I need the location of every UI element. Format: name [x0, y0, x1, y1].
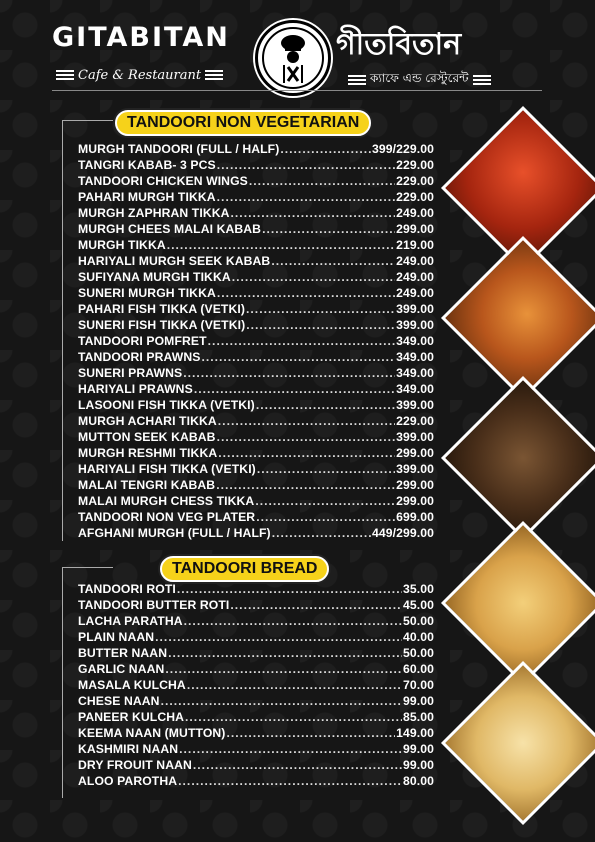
dot-leader: [246, 302, 395, 316]
menu-item: [78, 172, 434, 188]
menu-item-price: 229.00: [396, 190, 434, 204]
menu-item-price: 35.00: [403, 582, 434, 596]
menu-item: [78, 220, 434, 236]
menu-item: [78, 316, 434, 332]
menu-item: [78, 236, 434, 252]
stripes-decoration: [473, 75, 491, 86]
menu-item: [78, 692, 434, 708]
menu-item-name: SUNERI MURGH TIKKA: [78, 286, 216, 300]
menu-item-name: SUFIYANA MURGH TIKKA: [78, 270, 231, 284]
dot-leader: [217, 190, 395, 204]
menu-item-price: 349.00: [396, 366, 434, 380]
menu-item: [78, 492, 434, 508]
menu-item: [78, 428, 434, 444]
menu-item: [78, 444, 434, 460]
menu-item-name: MURGH CHEES MALAI KABAB: [78, 222, 262, 236]
menu-item-name: HARIYALI PRAWNS: [78, 382, 193, 396]
menu-item-name: GARLIC NAAN: [78, 662, 165, 676]
menu-item-name: SUNERI FISH TIKKA (VETKI): [78, 318, 246, 332]
menu-item: [78, 740, 434, 756]
menu-item: [78, 772, 434, 788]
menu-item: [78, 524, 434, 540]
stripes-decoration: [56, 70, 74, 81]
menu-item: [78, 724, 434, 740]
menu-item-price: 399.00: [396, 398, 434, 412]
menu-item-name: TANGRI KABAB- 3 PCS: [78, 158, 216, 172]
dot-leader: [246, 318, 395, 332]
menu-item: [78, 268, 434, 284]
naan-photo: [441, 521, 595, 685]
menu-item-price: 229.00: [396, 414, 434, 428]
menu-item-name: ALOO PAROTHA: [78, 774, 178, 788]
menu-item: [78, 412, 434, 428]
menu-item-price: 99.00: [403, 742, 434, 756]
dot-leader: [208, 334, 395, 348]
menu-item-name: TANDOORI POMFRET: [78, 334, 207, 348]
menu-item-name: KEEMA NAAN (MUTTON): [78, 726, 226, 740]
menu-item: [78, 380, 434, 396]
menu-item-price: 50.00: [403, 614, 434, 628]
menu-item-price: 70.00: [403, 678, 434, 692]
dot-leader: [178, 774, 402, 788]
dot-leader: [280, 142, 371, 156]
menu-item-name: TANDOORI PRAWNS: [78, 350, 201, 364]
dot-leader: [256, 510, 395, 524]
menu-item-price: 249.00: [396, 206, 434, 220]
menu-item-price: 399/229.00: [372, 142, 434, 156]
menu-item-price: 249.00: [396, 254, 434, 268]
dot-leader: [218, 446, 395, 460]
menu-item: [78, 140, 434, 156]
menu-item: [78, 332, 434, 348]
dot-leader: [183, 366, 395, 380]
menu-item-price: 219.00: [396, 238, 434, 252]
menu-item-price: 299.00: [396, 494, 434, 508]
menu-item-name: PAHARI FISH TIKKA (VETKI): [78, 302, 246, 316]
menu-item-name: MURGH RESHMI TIKKA: [78, 446, 218, 460]
stripes-decoration: [205, 70, 223, 81]
menu-item: [78, 476, 434, 492]
dot-leader: [193, 758, 402, 772]
dot-leader: [217, 286, 395, 300]
menu-item-price: 299.00: [396, 446, 434, 460]
menu-item-price: 399.00: [396, 462, 434, 476]
tagline-english-text: Cafe & Restaurant: [78, 68, 202, 83]
menu-item-price: 299.00: [396, 478, 434, 492]
dot-leader: [272, 526, 371, 540]
section-title-tandoori-bread: TANDOORI BREAD: [160, 556, 329, 582]
menu-item: [78, 580, 434, 596]
menu-item-name: LASOONI FISH TIKKA (VETKI): [78, 398, 255, 412]
menu-item-price: 349.00: [396, 382, 434, 396]
menu-item-name: MUTTON SEEK KABAB: [78, 430, 216, 444]
menu-item-price: 699.00: [396, 510, 434, 524]
menu-item-name: BUTTER NAAN: [78, 646, 168, 660]
dot-leader: [249, 174, 395, 188]
menu-item-price: 85.00: [403, 710, 434, 724]
menu-item: [78, 708, 434, 724]
menu-item-name: LACHA PARATHA: [78, 614, 183, 628]
menu-item: [78, 644, 434, 660]
menu-item-name: TANDOORI CHICKEN WINGS: [78, 174, 248, 188]
dot-leader: [179, 742, 402, 756]
menu-item-price: 45.00: [403, 598, 434, 612]
menu-item-price: 349.00: [396, 350, 434, 364]
menu-item-name: TANDOORI BUTTER ROTI: [78, 598, 230, 612]
menu-item: [78, 284, 434, 300]
menu-item-name: MURGH ACHARI TIKKA: [78, 414, 217, 428]
menu-item-name: PLAIN NAAN: [78, 630, 155, 644]
menu-item-price: 50.00: [403, 646, 434, 660]
brand-name-english: GITABITAN: [52, 22, 230, 53]
menu-item-name: MURGH ZAPHRAN TIKKA: [78, 206, 230, 220]
dot-leader: [155, 630, 402, 644]
dot-leader: [218, 414, 395, 428]
menu-item-price: 80.00: [403, 774, 434, 788]
menu-item-name: PAHARI MURGH TIKKA: [78, 190, 216, 204]
menu-item-price: 249.00: [396, 270, 434, 284]
menu-item: [78, 596, 434, 612]
header-divider: [52, 90, 542, 91]
menu-item-name: MALAI MURGH CHESS TIKKA: [78, 494, 255, 508]
stripes-decoration: [348, 75, 366, 86]
menu-item-price: 299.00: [396, 222, 434, 236]
dot-leader: [216, 478, 395, 492]
brand-name-bengali: গীতবিতান: [336, 27, 462, 62]
menu-item-price: 349.00: [396, 334, 434, 348]
section-title-tandoori-non-veg: TANDOORI NON VEGETARIAN: [115, 110, 371, 136]
menu-item: [78, 756, 434, 772]
dot-leader: [255, 494, 395, 508]
dot-leader: [184, 614, 402, 628]
tagline-bengali: [348, 70, 491, 90]
dot-leader: [257, 462, 395, 476]
dot-leader: [201, 350, 395, 364]
menu-item-name: MASALA KULCHA: [78, 678, 186, 692]
dot-leader: [271, 254, 395, 268]
menu-item-price: 149.00: [396, 726, 434, 740]
dot-leader: [168, 646, 402, 660]
dot-leader: [231, 206, 396, 220]
chef-logo-icon: [255, 20, 331, 96]
dot-leader: [185, 710, 402, 724]
dot-leader: [232, 270, 395, 284]
grilled-fish-photo: [441, 236, 595, 400]
menu-item-name: HARIYALI MURGH SEEK KABAB: [78, 254, 271, 268]
menu-item: [78, 660, 434, 676]
menu-list-bread: [78, 580, 434, 788]
menu-item: [78, 156, 434, 172]
menu-item-name: MURGH TANDOORI (FULL / HALF): [78, 142, 280, 156]
dot-leader: [230, 598, 402, 612]
dot-leader: [217, 430, 396, 444]
menu-item: [78, 396, 434, 412]
menu-item: [78, 676, 434, 692]
dot-leader: [165, 662, 402, 676]
menu-item: [78, 188, 434, 204]
menu-item: [78, 204, 434, 220]
menu-item-price: 249.00: [396, 286, 434, 300]
menu-item-price: 99.00: [403, 694, 434, 708]
menu-item-name: MURGH TIKKA: [78, 238, 166, 252]
butter-naan-photo: [441, 661, 595, 825]
menu-item: [78, 612, 434, 628]
menu-item-name: CHESE NAAN: [78, 694, 160, 708]
menu-item-price: 399.00: [396, 318, 434, 332]
menu-item-price: 40.00: [403, 630, 434, 644]
menu-item: [78, 628, 434, 644]
menu-list-non-veg: [78, 140, 434, 540]
menu-item-name: SUNERI PRAWNS: [78, 366, 183, 380]
menu-item-price: 399.00: [396, 302, 434, 316]
menu-item: [78, 348, 434, 364]
menu-item-price: 449/299.00: [372, 526, 434, 540]
menu-item-price: 60.00: [403, 662, 434, 676]
menu-item-name: KASHMIRI NAAN: [78, 742, 179, 756]
menu-item: [78, 460, 434, 476]
menu-item-price: 399.00: [396, 430, 434, 444]
dot-leader: [187, 678, 402, 692]
menu-item-name: AFGHANI MURGH (FULL / HALF): [78, 526, 271, 540]
menu-item-name: HARIYALI FISH TIKKA (VETKI): [78, 462, 256, 476]
dot-leader: [256, 398, 395, 412]
menu-item: [78, 300, 434, 316]
menu-item-price: 229.00: [396, 158, 434, 172]
menu-item: [78, 364, 434, 380]
tagline-bengali-text: ক্যাফে এন্ড রেস্টুরেন্ট: [370, 71, 469, 85]
menu-item-name: TANDOORI NON VEG PLATER: [78, 510, 256, 524]
menu-item-name: DRY FROUIT NAAN: [78, 758, 192, 772]
menu-item-price: 229.00: [396, 174, 434, 188]
dot-leader: [167, 238, 395, 252]
menu-item-name: PANEER KULCHA: [78, 710, 185, 724]
menu-item-price: 99.00: [403, 758, 434, 772]
tagline-english: [56, 68, 223, 83]
dot-leader: [177, 582, 402, 596]
dot-leader: [194, 382, 395, 396]
menu-item: [78, 508, 434, 524]
kebab-photo: [441, 376, 595, 540]
dot-leader: [262, 222, 395, 236]
menu-item: [78, 252, 434, 268]
menu-item-name: MALAI TENGRI KABAB: [78, 478, 216, 492]
dot-leader: [226, 726, 395, 740]
dot-leader: [217, 158, 395, 172]
header: [0, 0, 595, 100]
menu-item-name: TANDOORI ROTI: [78, 582, 176, 596]
dot-leader: [161, 694, 402, 708]
